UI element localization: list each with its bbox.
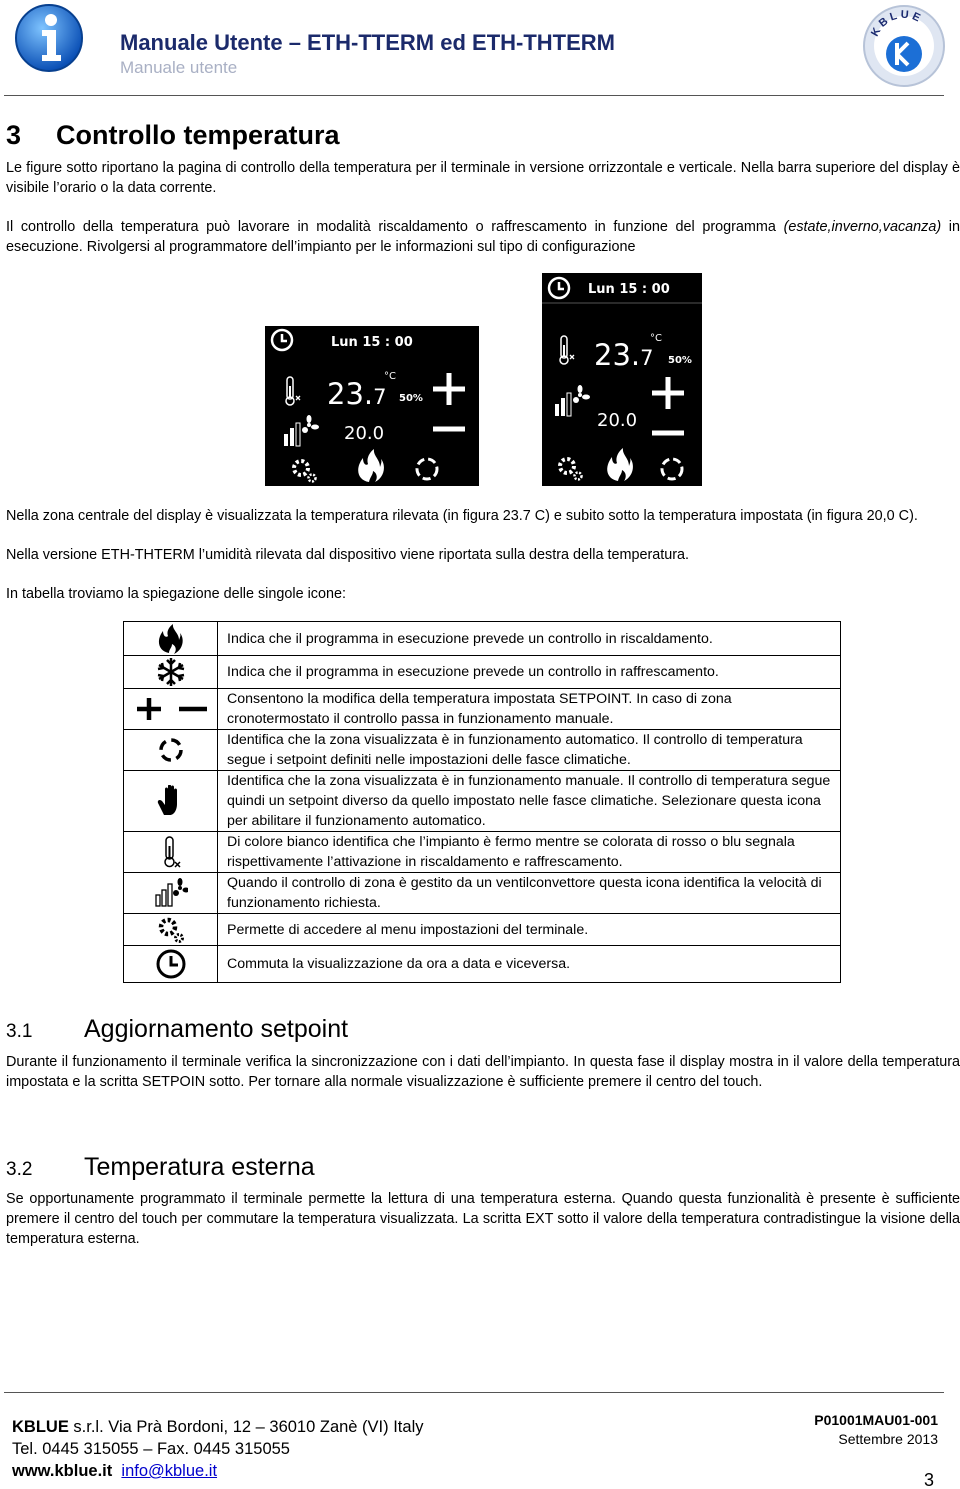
footer-address [12, 1418, 423, 1437]
plus-button[interactable] [652, 377, 684, 409]
table-row [124, 946, 841, 983]
document-title: Manuale Utente – ETH-TTERM ed ETH-THTERM [120, 30, 616, 55]
thermometer-icon [560, 336, 574, 364]
footer-divider [4, 1392, 944, 1393]
display-temperature: 23.7 [327, 377, 387, 411]
table-text-cell: Indica che il programma in esecuzione prevede un controllo in raffrescamento. [218, 656, 841, 689]
hand-icon [156, 785, 186, 817]
table-row [124, 873, 841, 914]
table-icon-cell [124, 730, 218, 771]
settings-gears-icon[interactable] [294, 461, 316, 482]
subsection-title: Aggiornamento setpoint [84, 1015, 349, 1043]
table-row [124, 622, 841, 656]
table-row [124, 689, 841, 730]
table-text-cell: Indica che il programma in esecuzione prevede un controllo in riscaldamento. [218, 622, 841, 656]
plus-button[interactable] [433, 373, 465, 405]
thermometer-icon [286, 377, 300, 405]
paragraph-table-intro: In tabella troviamo la spiegazione delle singole icone: [6, 586, 346, 602]
footer-website-link[interactable]: www.kblue.it [12, 1462, 113, 1480]
table-text-cell: Quando il controllo di zona è gestito da un ventilconvettore questa icona identifica la velocità di funzionamento richiesta. [218, 873, 841, 914]
flame-icon [607, 448, 633, 481]
footer-email-link[interactable]: info@kblue.it [121, 1462, 218, 1480]
settings-gears-icon[interactable] [560, 459, 582, 480]
svg-text:KBLUE: KBLUE [869, 8, 925, 39]
subsection-heading [6, 1015, 348, 1044]
table-row [124, 656, 841, 689]
display-setpoint: 20.0 [344, 423, 385, 444]
table-icon-cell [124, 832, 218, 873]
display-humidity: 50% [668, 355, 692, 366]
auto-cycle-icon [156, 735, 186, 765]
fan-speed-icon [154, 878, 188, 908]
page-number: 3 [924, 1470, 935, 1489]
paragraph-external-temp: Se opportunamente programmato il terminale permette la lettura di una temperatura esterna. Quando questa funzionalità è presente è sufficiente premere il centro del touch per commutare la temperatura visualizzata. La scritta EXT sotto il valore della temperatura contradistingue la visione della temperatura esterna. [6, 1191, 960, 1247]
display-temperature: 23.7 [594, 338, 654, 372]
paragraph-mode-italic: (estate,inverno,vacanza) [783, 219, 942, 235]
paragraph-intro: Le figure sotto riportano la pagina di controllo della temperatura per il terminale in versione orrizzontale e verticale. Nella barra superiore del display è visibile l’orario o la data corrente. [6, 160, 960, 196]
display-time: Lun 15 : 00 [331, 335, 413, 350]
footer-doc-code: P01001MAU01-001 [814, 1412, 938, 1428]
document-subtitle: Manuale utente [120, 58, 238, 77]
kblue-logo [862, 4, 946, 88]
table-row [124, 771, 841, 832]
table-icon-cell [124, 946, 218, 983]
display-unit: °C [650, 333, 662, 344]
table-icon-cell [124, 873, 218, 914]
table-text-cell: Identifica che la zona visualizzata è in funzionamento automatico. Il controllo di temperatura segue i setpoint definiti nelle impostazioni delle fasce climatiche. [218, 730, 841, 771]
display-horizontal [265, 326, 479, 486]
table-icon-cell [124, 689, 218, 730]
table-row [124, 730, 841, 771]
flame-icon [156, 624, 186, 654]
display-setpoint: 20.0 [597, 410, 638, 431]
clock-icon [272, 330, 292, 350]
table-text-cell: Di colore bianco identifica che l’impianto è fermo mentre se colorata di rosso o blu segnala rispettivamente l’attivazione in riscaldamento e raffrescamento. [218, 832, 841, 873]
clock-icon [549, 278, 569, 298]
icon-legend-table [123, 621, 841, 983]
header-divider [4, 95, 944, 96]
footer-date: Settembre 2013 [838, 1431, 938, 1447]
subsection-title: Temperatura esterna [84, 1153, 315, 1181]
table-icon-cell [124, 771, 218, 832]
clock-icon [155, 948, 187, 980]
paragraph-mode-text-a: Il controllo della temperatura può lavorare in modalità riscaldamento o raffrescamento in funzione del programma [6, 219, 784, 235]
paragraph-mode-text-b: in esecuzione. Rivolgersi al programmatore dell’impianto per le informazioni sul tipo di configurazione [6, 219, 960, 255]
paragraph-mode [6, 217, 960, 257]
section-heading [6, 120, 340, 151]
flame-icon [358, 449, 384, 482]
plus-minus-icon [131, 694, 211, 724]
table-row [124, 832, 841, 873]
footer-phone: Tel. 0445 315055 – Fax. 0445 315055 [12, 1440, 290, 1458]
subsection-heading [6, 1153, 315, 1182]
table-row [124, 914, 841, 946]
subsection-number: 3.2 [6, 1159, 33, 1180]
paragraph-display-center: Nella zona centrale del display è visualizzata la temperatura rilevata (in figura 23.7 C) e subito sotto la temperatura impostata (in figura 20,0 C). [6, 508, 918, 524]
table-text-cell: Consentono la modifica della temperatura impostata SETPOINT. In caso di zona cronotermostato il controllo passa in funzionamento manuale. [218, 689, 841, 730]
footer-company: KBLUE [12, 1418, 69, 1436]
settings-gears-icon [156, 915, 186, 945]
table-icon-cell [124, 656, 218, 689]
auto-cycle-icon[interactable] [417, 459, 437, 479]
table-icon-cell [124, 914, 218, 946]
table-text-cell: Commuta la visualizzazione da ora a data e viceversa. [218, 946, 841, 983]
paragraph-humidity: Nella versione ETH-THTERM l’umidità rilevata dal dispositivo viene riportata sulla destra della temperatura. [6, 547, 690, 563]
table-icon-cell [124, 622, 218, 656]
section-number: 3 [6, 120, 22, 150]
subsection-number: 3.1 [6, 1021, 33, 1042]
footer-web [12, 1462, 217, 1481]
footer-address-text: s.r.l. Via Prà Bordoni, 12 – 36010 Zanè (VI) Italy [68, 1418, 424, 1436]
auto-cycle-icon[interactable] [662, 459, 682, 479]
table-text-cell: Permette di accedere al menu impostazioni del terminale. [218, 914, 841, 946]
paragraph-setpoint: Durante il funzionamento il terminale verifica la sincronizzazione con i dati dell’impianto. In questa fase il display mostra in il valore della temperatura impostata e la scritta SETPOIN sotto. Per tornare alla normale visualizzazione è sufficiente premere il centro del touch. [6, 1054, 960, 1090]
display-vertical [542, 273, 702, 486]
display-humidity: 50% [399, 393, 423, 404]
thermometer-icon [159, 835, 183, 869]
display-unit: °C [384, 371, 396, 382]
snowflake-icon [155, 656, 187, 688]
fan-speed-icon [284, 415, 319, 446]
fan-speed-icon [555, 385, 590, 416]
display-time: Lun 15 : 00 [588, 282, 670, 297]
table-text-cell: Identifica che la zona visualizzata è in funzionamento manuale. Il controllo di temperatura segue quindi un setpoint diverso da quello impostato nelle fasce climatiche. Selezionare questa icona per abilitare il funzionamento automatico. [218, 771, 841, 832]
section-title: Controllo temperatura [56, 120, 340, 150]
info-icon [14, 3, 84, 73]
